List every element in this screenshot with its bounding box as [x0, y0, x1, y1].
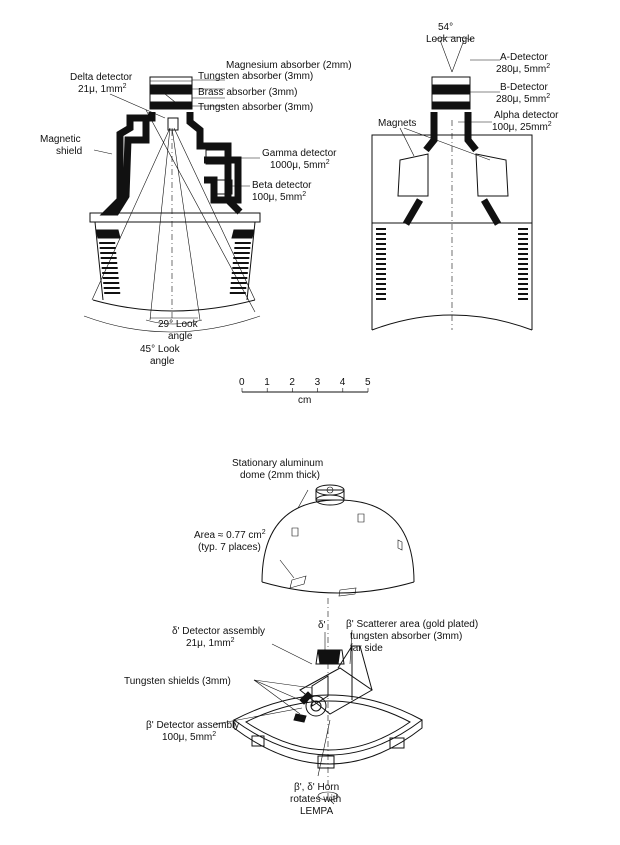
- label-tungsten-top: Tungsten absorber (3mm): [198, 71, 314, 82]
- fin: [518, 293, 528, 295]
- fin: [518, 263, 528, 265]
- label-45-look: 45° Look: [140, 344, 180, 355]
- fin: [518, 238, 528, 240]
- scale-bar: [239, 377, 371, 406]
- fin: [518, 233, 528, 235]
- fin: [376, 278, 386, 280]
- fin: [376, 238, 386, 240]
- scale-tick-label: 3: [314, 377, 321, 388]
- svg-text:Area ≈ 0.77 cm2: Area ≈ 0.77 $cm^2$: [194, 529, 266, 541]
- fin: [376, 243, 386, 245]
- svg-text:100μ, 5mm2: 100μ, $5mm^2$: [252, 191, 307, 203]
- fin: [235, 242, 251, 244]
- label-gamma-spec: 1000μ, 5mm: [270, 160, 326, 171]
- magnetic-shield: [108, 112, 152, 212]
- label-beta-assembly-spec: 100μ, 5mm: [162, 732, 213, 743]
- label-scatterer-absorber: tungsten absorber (3mm): [350, 631, 463, 642]
- label-scatterer: β' Scatterer area (gold plated): [346, 619, 479, 630]
- fin: [376, 268, 386, 270]
- fin: [518, 288, 528, 290]
- scale-tick-label: 0: [239, 377, 245, 388]
- label-area-places: (typ. 7 places): [198, 542, 261, 553]
- label-b-spec: 280μ, 5mm: [496, 94, 547, 105]
- fin: [376, 298, 386, 300]
- fins: [99, 242, 251, 294]
- label-magnetic: Magnetic: [40, 134, 81, 145]
- fin: [518, 258, 528, 260]
- left-detector-diagram: [84, 77, 260, 332]
- magnet-right: [476, 154, 508, 196]
- label-tungsten-shields: Tungsten shields (3mm): [124, 676, 231, 687]
- fin: [518, 283, 528, 285]
- label-shield: shield: [56, 146, 83, 157]
- fin: [230, 287, 246, 289]
- fin: [376, 253, 386, 255]
- fin: [518, 278, 528, 280]
- fin: [230, 292, 246, 294]
- fin: [376, 293, 386, 295]
- fin: [518, 298, 528, 300]
- label-beta-assembly: β' Detector assembly: [146, 720, 240, 731]
- label-horn: β', δ' Horn: [294, 782, 340, 793]
- label-alpha-spec: 100μ, 25mm: [492, 122, 548, 133]
- fin: [103, 282, 119, 284]
- fin: [518, 268, 528, 270]
- label-beta-spec: 100μ, 5mm: [252, 192, 303, 203]
- label-dome-thick: dome (2mm thick): [240, 470, 321, 481]
- scale-tick-label: 1: [264, 377, 270, 388]
- scale-tick-label: 4: [339, 377, 346, 388]
- fin: [376, 263, 386, 265]
- label-45-angle: angle: [150, 356, 175, 367]
- absorber-stack: [150, 77, 192, 109]
- label-29-angle: angle: [168, 331, 193, 342]
- look-angle-rays: [92, 110, 255, 322]
- fin: [376, 288, 386, 290]
- label-29-look: 29° Look: [158, 319, 198, 330]
- label-brass: Brass absorber (3mm): [198, 87, 298, 98]
- fin: [518, 273, 528, 275]
- label-tungsten-bottom: Tungsten absorber (3mm): [198, 102, 314, 113]
- scale-tick-label: 2: [289, 377, 295, 388]
- label-alpha-detector: Alpha detector: [494, 110, 559, 121]
- label-delta-assembly: δ' Detector assembly: [172, 626, 266, 637]
- fin: [518, 228, 528, 230]
- fin: [104, 292, 120, 294]
- fin: [234, 252, 250, 254]
- fin: [234, 247, 250, 249]
- label-horn-rotates: rotates with: [290, 794, 342, 805]
- label-a-detector: A-Detector: [500, 52, 548, 63]
- svg-text:280μ, 5mm2: 280μ, $5mm^2$: [496, 63, 551, 75]
- magnet-left: [398, 154, 428, 196]
- fin: [104, 287, 120, 289]
- fin: [376, 283, 386, 285]
- label-gamma-detector: Gamma detector: [262, 148, 337, 159]
- svg-text:100μ, 25mm2: 100μ, $25mm^2$: [492, 121, 552, 133]
- fin: [101, 257, 117, 259]
- outer-arc: [93, 300, 255, 311]
- label-delta-detector: Delta detector: [70, 72, 133, 83]
- label-magnesium: Magnesium absorber (2mm): [226, 60, 352, 71]
- label-b-detector: B-Detector: [500, 82, 548, 93]
- svg-text:100μ, 5mm2: 100μ, $5mm^2$: [162, 731, 217, 743]
- label-54: 54°: [438, 22, 454, 33]
- scale-unit: cm: [298, 395, 312, 406]
- label-beta-detector: Beta detector: [252, 180, 312, 191]
- fin: [103, 277, 119, 279]
- fin: [100, 247, 116, 249]
- aluminum-dome: [262, 500, 414, 582]
- fin: [102, 267, 118, 269]
- label-delta-assembly-spec: 21μ, 1mm: [186, 638, 231, 649]
- fin: [376, 258, 386, 260]
- delta-detector: [168, 118, 178, 130]
- fin: [376, 233, 386, 235]
- fin: [233, 262, 249, 264]
- fin: [518, 243, 528, 245]
- label-dome: Stationary aluminum: [232, 458, 324, 469]
- fin: [376, 228, 386, 230]
- fin: [376, 248, 386, 250]
- svg-text:280μ, 5mm2: 280μ, $5mm^2$: [496, 93, 551, 105]
- label-area: Area ≈ 0.77 cm: [194, 530, 262, 541]
- label-far-side: far side: [350, 643, 383, 654]
- fin: [518, 248, 528, 250]
- svg-text:21μ, 1mm2: 21μ, $1mm^2$: [78, 83, 127, 95]
- label-horn-lempa: LEMPA: [300, 806, 334, 817]
- svg-text:21μ, 1mm2: 21μ, $1mm^2$: [186, 637, 235, 649]
- label-delta-spec: 21μ, 1mm: [78, 84, 123, 95]
- fin: [376, 273, 386, 275]
- dome-window: [290, 576, 306, 588]
- fin: [99, 242, 115, 244]
- fin: [518, 253, 528, 255]
- right-housing-right: [468, 112, 476, 150]
- label-delta-prime: δ': [318, 620, 326, 631]
- right-housing-left: [426, 112, 434, 150]
- scale-tick-label: 5: [365, 377, 371, 388]
- label-a-spec: 280μ, 5mm: [496, 64, 547, 75]
- label-54-look: Look angle: [426, 34, 475, 45]
- right-detector-diagram: [372, 37, 532, 330]
- label-magnets: Magnets: [378, 118, 417, 129]
- svg-text:1000μ, 5mm2: 1000μ, $5mm^2$: [270, 159, 330, 171]
